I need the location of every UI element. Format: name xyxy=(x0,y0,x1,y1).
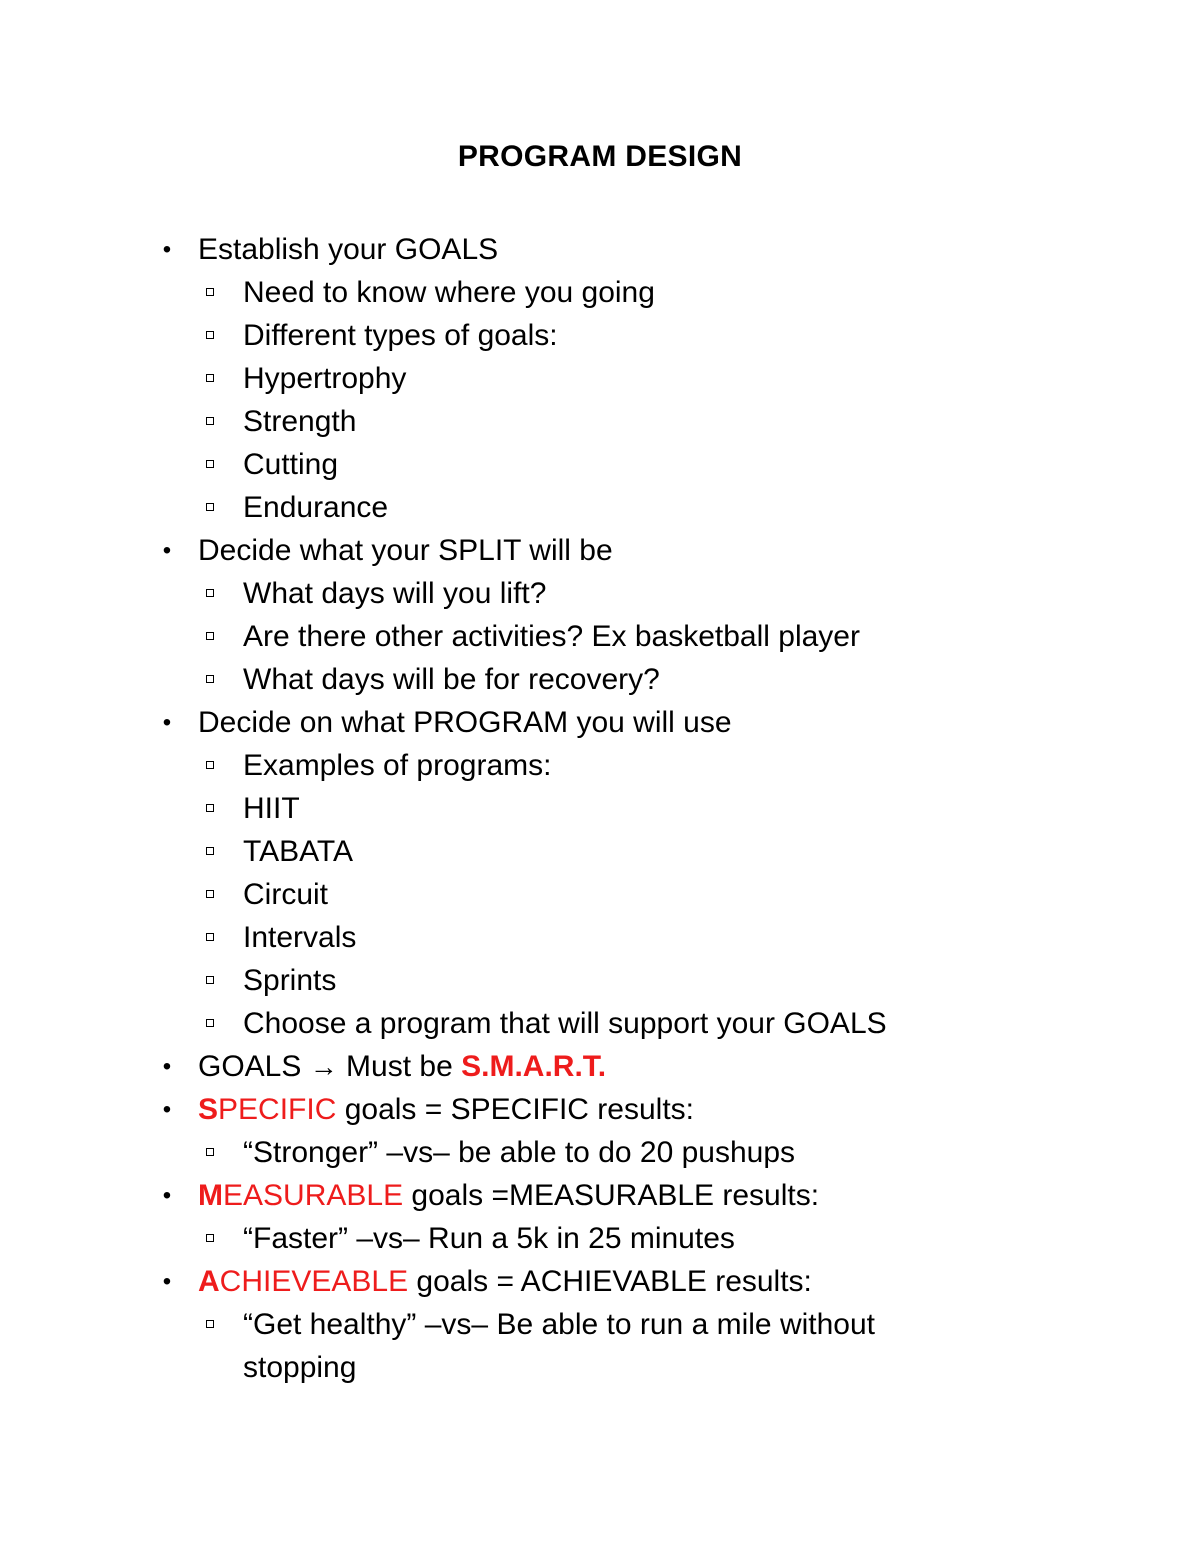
sub-item xyxy=(0,615,1200,658)
sub-item-text: Circuit xyxy=(243,878,329,911)
list-item-goals xyxy=(0,228,1200,271)
square-bullet-icon xyxy=(206,847,214,855)
sub-item xyxy=(0,1002,1200,1045)
list-item-text xyxy=(198,1260,812,1303)
sub-item xyxy=(0,314,1200,357)
sub-item xyxy=(0,1217,1200,1260)
smart-acronym: S.M.A.R.T. xyxy=(461,1050,607,1083)
acronym-word: PECIFIC xyxy=(218,1093,337,1126)
square-bullet-icon xyxy=(206,460,214,468)
sub-item-text: Cutting xyxy=(243,448,339,481)
list-item-text xyxy=(198,1088,694,1131)
sub-item-text: Strength xyxy=(243,405,357,438)
list-item-text: Decide on what PROGRAM you will use xyxy=(198,706,732,739)
square-bullet-icon xyxy=(206,890,214,898)
sub-item-continuation xyxy=(0,1346,1200,1389)
sub-item xyxy=(0,959,1200,1002)
sub-item-text: Need to know where you going xyxy=(243,276,655,309)
sub-item xyxy=(0,400,1200,443)
smart-middle: Must be xyxy=(337,1050,462,1083)
square-bullet-icon xyxy=(206,1148,214,1156)
list-item-text: Decide what your SPLIT will be xyxy=(198,534,613,567)
bullet-icon: • xyxy=(162,236,172,263)
list-item-text xyxy=(198,1045,606,1088)
sub-item-text: Endurance xyxy=(243,491,389,524)
square-bullet-icon xyxy=(206,761,214,769)
goal-description: goals =MEASURABLE results: xyxy=(403,1179,820,1212)
page-title: PROGRAM DESIGN xyxy=(457,140,743,173)
list-item-text xyxy=(198,1174,819,1217)
sub-item xyxy=(0,572,1200,615)
bullet-icon: • xyxy=(162,1268,172,1295)
acronym-letter: A xyxy=(198,1265,220,1298)
sub-item-text: “Faster” –vs– Run a 5k in 25 minutes xyxy=(243,1222,735,1255)
sub-item-text: HIIT xyxy=(243,792,300,825)
list-item-split xyxy=(0,529,1200,572)
sub-item xyxy=(0,486,1200,529)
square-bullet-icon xyxy=(206,675,214,683)
sub-item xyxy=(0,271,1200,314)
square-bullet-icon xyxy=(206,288,214,296)
sub-item-text: “Stronger” –vs– be able to do 20 pushups xyxy=(243,1136,796,1169)
sub-item xyxy=(0,1303,1200,1346)
list-item-achieveable xyxy=(0,1260,1200,1303)
bullet-icon: • xyxy=(162,537,172,564)
smart-prefix: GOALS xyxy=(198,1050,310,1083)
sub-item-text: Intervals xyxy=(243,921,357,954)
square-bullet-icon xyxy=(206,374,214,382)
square-bullet-icon xyxy=(206,417,214,425)
goal-description: goals = ACHIEVABLE results: xyxy=(408,1265,812,1298)
acronym-letter: S xyxy=(198,1093,219,1126)
acronym-word: EASURABLE xyxy=(223,1179,404,1212)
arrow-right-icon: → xyxy=(309,1051,338,1082)
list-item-text: Establish your GOALS xyxy=(198,233,499,266)
square-bullet-icon xyxy=(206,632,214,640)
square-bullet-icon xyxy=(206,976,214,984)
bullet-icon: • xyxy=(162,1096,172,1123)
acronym-word: CHIEVEABLE xyxy=(219,1265,409,1298)
square-bullet-icon xyxy=(206,1320,214,1328)
list-item-specific xyxy=(0,1088,1200,1131)
sub-item-text: TABATA xyxy=(243,835,354,868)
sub-item-text: Examples of programs: xyxy=(243,749,552,782)
bullet-icon: • xyxy=(162,709,172,736)
sub-item-text: “Get healthy” –vs– Be able to run a mile without xyxy=(243,1308,875,1341)
square-bullet-icon xyxy=(206,933,214,941)
list-item-measurable xyxy=(0,1174,1200,1217)
bullet-icon: • xyxy=(162,1053,172,1080)
acronym-letter: M xyxy=(198,1179,223,1212)
list-item-smart xyxy=(0,1045,1200,1088)
square-bullet-icon xyxy=(206,503,214,511)
sub-item xyxy=(0,357,1200,400)
list-item-program xyxy=(0,701,1200,744)
sub-item xyxy=(0,443,1200,486)
goal-description: goals = SPECIFIC results: xyxy=(336,1093,695,1126)
square-bullet-icon xyxy=(206,331,214,339)
square-bullet-icon xyxy=(206,1234,214,1242)
sub-item xyxy=(0,916,1200,959)
bullet-icon: • xyxy=(162,1182,172,1209)
sub-item-text: Different types of goals: xyxy=(243,319,558,352)
sub-item xyxy=(0,873,1200,916)
bullet-list xyxy=(0,228,1200,1389)
sub-item-text: Hypertrophy xyxy=(243,362,407,395)
sub-item xyxy=(0,830,1200,873)
sub-item-text: stopping xyxy=(243,1351,357,1384)
sub-item xyxy=(0,1131,1200,1174)
sub-item xyxy=(0,787,1200,830)
sub-item xyxy=(0,658,1200,701)
sub-item-text: Sprints xyxy=(243,964,337,997)
sub-item-text: Choose a program that will support your GOALS xyxy=(243,1007,887,1040)
square-bullet-icon xyxy=(206,1019,214,1027)
square-bullet-icon xyxy=(206,804,214,812)
square-bullet-icon xyxy=(206,589,214,597)
sub-item-text: Are there other activities? Ex basketball player xyxy=(243,620,860,653)
sub-item xyxy=(0,744,1200,787)
sub-item-text: What days will be for recovery? xyxy=(243,663,660,696)
sub-item-text: What days will you lift? xyxy=(243,577,547,610)
